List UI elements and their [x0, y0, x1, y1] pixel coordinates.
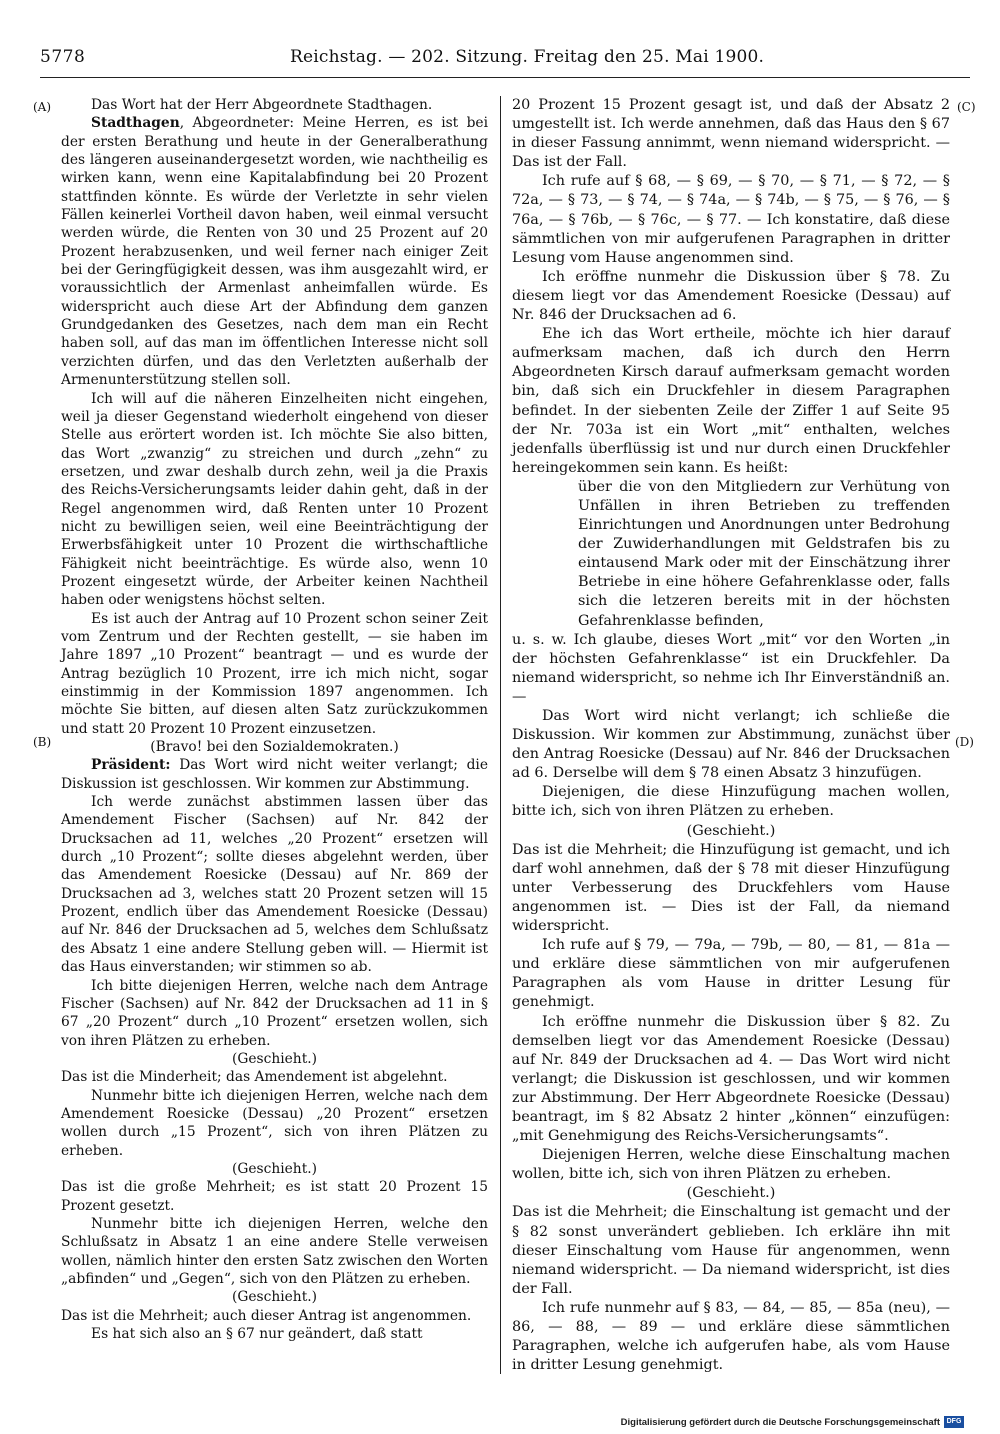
paragraph — [512, 936, 950, 1012]
paragraph — [512, 841, 950, 936]
paragraph — [512, 1146, 950, 1184]
paragraph — [61, 977, 488, 1050]
paragraph — [61, 1068, 488, 1086]
paragraph-text: Es ist auch der Antrag auf 10 Prozent schon seiner Zeit vom Zentrum und der Rechten gestellt, — sie haben im Jahre 1897 „10 Prozent“ beantragt — und es wurde der Antrag bezüglich 10 Prozent, irre ich mich nicht, sogar einstimmig in der Kommission 1897 angenommen. Ich möchte Sie bitten, auf diesen alten Satz zurückzukommen und statt 20 Prozent 10 Prozent einzusetzen. — [61, 610, 488, 737]
paragraph — [61, 1178, 488, 1215]
paragraph — [512, 172, 950, 267]
paragraph-text: (Geschieht.) — [231, 1050, 318, 1067]
paragraph — [61, 1288, 488, 1306]
paragraph-text: Ich rufe auf § 79, — 79a, — 79b, — 80, — 81, — 81a — und erkläre diese sämmtlichen von mir aufgerufenen Paragraphen als vom Hause in dritter Lesung für genehmigt. — [512, 937, 950, 1011]
paragraph-text: 20 Prozent 15 Prozent gesagt ist, und daß der Absatz 2 umgestellt ist. Ich werde annehmen, daß das Haus den § 67 in dieser Fassung annimmt, wenn niemand widerspricht. — Das ist der Fall. — [512, 97, 950, 171]
paragraph-text: (Geschieht.) — [231, 1289, 318, 1306]
paragraph-text: Ich will auf die näheren Einzelheiten nicht eingehen, weil ja dieser Gegenstand wiederholt eingehend von dieser Stelle aus erörtert worden ist. Ich möchte Sie also bitten, das Wort „zwanzig“ zu streichen und durch „zehn“ zu ersetzen, und zwar deshalb durch zehn, weil ja die Praxis des Reichs-Versicherungsamts leider dahin geht, daß in der Regel angenommen wird, daß Renten unter 10 Prozent nicht zu bewilligen seien, weil eine Beeinträchtigung der Erwerbsfähigkeit unter 10 Prozent die wirthschaftliche Fähigkeit nicht beeinträchtige. Es würde also, wenn 10 Prozent eingesetzt würde, der Arbeiter keinen Nachtheil haben oder wenigstens höchst selten. — [61, 390, 488, 609]
margin-mark-b: (B) — [33, 735, 52, 749]
paragraph-text: Das ist die Mehrheit; die Hinzufügung ist gemacht, und ich darf wohl annehmen, daß der § 78 mit dieser Hinzufügung unter Verbesserung des Druckfehlers vom Hause angenommen ist. — Dies ist der Fall, da niemand widerspricht. — [512, 841, 950, 935]
footer-text: Digitalisierung gefördert durch die Deutsche Forschungsgemeinschaft — [620, 1416, 940, 1428]
paragraph — [512, 268, 950, 325]
paragraph — [512, 1013, 950, 1147]
paragraph-text: Das Wort wird nicht weiter verlangt; die Diskussion ist geschlossen. Wir kommen zur Abstimmung. — [61, 757, 488, 792]
paragraph-text: (Geschieht.) — [686, 1185, 776, 1202]
paragraph — [512, 707, 950, 783]
margin-mark-a: (A) — [33, 100, 52, 114]
paragraph-text: Ich eröffne nunmehr die Diskussion über § 78. Zu diesem liegt vor das Amendement Roesicke (Dessau) auf Nr. 846 der Drucksachen ad 6. — [512, 268, 950, 324]
paragraph-text: Es hat sich also an § 67 nur geändert, daß statt — [91, 1326, 423, 1343]
paragraph-text: Nunmehr bitte ich diejenigen Herren, welche den Schlußsatz in Absatz 1 an eine andere Stelle verweisen wollen, nämlich hinter den ersten Satz zwischen den Worten „abfinden“ und „Gegen“, sich von den Plätzen zu erheben. — [61, 1215, 488, 1287]
margin-mark-d: (D) — [955, 735, 974, 749]
speaker-name: Präsident: — [91, 757, 171, 774]
paragraph — [61, 793, 488, 976]
paragraph — [61, 756, 488, 793]
paragraph — [512, 96, 950, 172]
paragraph-text: , Abgeordneter: Meine Herren, es ist bei der ersten Berathung und heute in der Generalberathung des längeren auseinandergesetzt worden, wie nachtheilig es wirken kann, wenn eine Kapitalabfindung bei 20 Prozent stattfinden könnte. Es würde der Verletzte in sehr vielen Fällen keinerlei Vortheil davon haben, weil einmal versucht werden würde, die Renten von 30 und 25 Prozent auf 20 Prozent herabzusenken, und weil ferner nach einiger Zeit bei der Geringfügigkeit dessen, was ihm ausgezahlt wird, er voraussichtlich der Armenlast anheimfallen würde. Es widerspricht auch diese Art der Abfindung dem ganzen Grundgedanken des Gesetzes, nach dem man ein Recht haben soll, auf das man im öffentlichen Interesse nicht soll verzichten dürfen, und das den Verletzten außerhalb der Armenunterstützung stellen soll. — [61, 115, 488, 389]
paragraph-text: Ich rufe nunmehr auf § 83, — 84, — 85, — 85a (neu), — 86, — 88, — 89 — und erkläre diese sämmtlichen Paragraphen, welche ich aufgerufen habe, als vom Hause in dritter Lesung genehmigt. — [512, 1299, 950, 1374]
column-divider — [500, 96, 501, 1374]
paragraph — [61, 738, 488, 756]
header-title: Reichstag. — 202. Sitzung. Freitag den 25. Mai 1900. — [290, 47, 765, 67]
paragraph — [512, 1299, 950, 1375]
paragraph — [512, 822, 950, 841]
paragraph-text: Das Wort hat der Herr Abgeordnete Stadthagen. — [91, 97, 433, 113]
paragraph-text: Nunmehr bitte ich diejenigen Herren, welche nach dem Amendement Roesicke (Dessau) „20 Prozent“ ersetzen wollen durch „15 Prozent“, sich von ihren Plätzen zu erheben. — [61, 1087, 488, 1159]
paragraph-text: Ich rufe auf § 68, — § 69, — § 70, — § 71, — § 72, — § 72a, — § 73, — § 74, — § 74a, — § 74b, — § 75, — § 76, — § 76a, — § 76b, — § 76c, — § 77. — Ich konstatire, daß diese sämmtlichen von mir aufgerufenen Paragraphen in dritter Lesung vom Hause angenommen sind. — [512, 173, 950, 266]
speaker-name: Stadthagen — [91, 115, 180, 132]
page-header — [40, 47, 970, 73]
paragraph — [512, 325, 950, 478]
paragraph — [61, 1087, 488, 1160]
paragraph-text: (Geschieht.) — [686, 822, 776, 839]
paragraph-text: Ich bitte diejenigen Herren, welche nach dem Antrage Fischer (Sachsen) auf Nr. 842 der Drucksachen ad 11 in § 67 „20 Prozent“ durch „10 Prozent“ ersetzen wollen, sich von ihren Plätzen zu erheben. — [61, 977, 488, 1049]
paragraph-text: (Geschieht.) — [231, 1160, 318, 1177]
paragraph-text: Ehe ich das Wort ertheile, möchte ich hier darauf aufmerksam machen, daß ich durch den Herrn Abgeordneten Kirsch darauf aufmerksam gemacht worden bin, daß sich ein Druckfehler in diesem Paragraphen befindet. In der siebenten Zeile der Ziffer 1 auf Seite 95 der Nr. 703a ist ein Wort „mit“ enthalten, welches jedenfalls überflüssig ist und nur durch einen Druckfehler hereingekommen sein kann. Es heißt: — [512, 326, 950, 476]
paragraph-text: u. s. w. Ich glaube, dieses Wort „mit“ vor den Worten „in der höchsten Gefahrenklasse“ ist ein Druckfehler. Da niemand widerspricht, so nehme ich Ihr Einverständniß an. — — [512, 631, 950, 705]
paragraph-text: (Bravo! bei den Sozialdemokraten.) — [150, 739, 399, 756]
page-number: 5778 — [40, 47, 86, 67]
paragraph — [61, 610, 488, 738]
paragraph-text: Das ist die Mehrheit; die Einschaltung ist gemacht und der § 82 sonst unverändert geblieben. Ich erkläre ihn mit dieser Einschaltung vom Hause für angenommen, wenn niemand widerspricht. — Da niemand widerspricht, ist dies der Fall. — [512, 1204, 950, 1297]
paragraph — [61, 390, 488, 610]
paragraph-text: Ich werde zunächst abstimmen lassen über das Amendement Fischer (Sachsen) auf Nr. 842 der Drucksachen ad 11, welches „20 Prozent“ ersetzen will durch „10 Prozent“; sollte dieses abgelehnt werden, über das Amendement Roesicke (Dessau) auf Nr. 869 der Drucksachen ad 3, welches statt 20 Prozent setzen will 15 Prozent, endlich über das Amendement Roesicke (Dessau) auf Nr. 846 der Drucksachen ad 5, welches dem Schlußsatz des Absatz 1 eine andere Stellung geben will. — Hiermit ist das Haus einverstanden; wir stimmen so ab. — [61, 794, 488, 976]
paragraph — [512, 631, 950, 707]
paragraph — [61, 1325, 488, 1343]
paragraph — [578, 478, 950, 631]
paragraph — [512, 783, 950, 821]
paragraph — [61, 114, 488, 389]
paragraph — [61, 1307, 488, 1325]
left-column — [61, 96, 488, 1343]
header-rule — [40, 77, 970, 78]
paragraph — [61, 1050, 488, 1068]
paragraph — [61, 1160, 488, 1178]
paragraph-text: Das ist die große Mehrheit; es ist statt 20 Prozent 15 Prozent gesetzt. — [61, 1179, 488, 1214]
paragraph — [61, 1215, 488, 1288]
paragraph-text: Das Wort wird nicht verlangt; ich schließe die Diskussion. Wir kommen zur Abstimmung, zunächst über den Antrag Roesicke (Dessau) auf Nr. 846 der Drucksachen ad 6. Derselbe will dem § 78 einen Absatz 3 hinzufügen. — [512, 708, 950, 782]
margin-mark-c: (C) — [957, 100, 976, 114]
paragraph — [61, 96, 488, 114]
paragraph-text: Das ist die Mehrheit; auch dieser Antrag ist angenommen. — [61, 1307, 472, 1324]
dfg-logo: DFG — [944, 1416, 964, 1428]
footer — [621, 1415, 964, 1429]
paragraph-text: Diejenigen Herren, welche diese Einschaltung machen wollen, bitte ich, sich von ihren Plätzen zu erheben. — [512, 1147, 950, 1183]
paragraph-text: Das ist die Minderheit; das Amendement ist abgelehnt. — [61, 1069, 448, 1086]
paragraph-text: über die von den Mitgliedern zur Verhütung von Unfällen in ihren Betrieben zu treffenden Einrichtungen und Anordnungen unter Bedrohung der Zuwiderhandlungen mit Geldstrafen bis zu eintausend Mark oder mit der Einschätzung ihrer Betriebe in eine höhere Gefahrenklasse oder, falls sich die letzeren bereits mit in der höchsten Gefahrenklasse befinden, — [578, 478, 950, 629]
paragraph-text: Diejenigen, die diese Hinzufügung machen wollen, bitte ich, sich von ihren Plätzen zu erheben. — [512, 784, 950, 820]
right-column — [512, 96, 950, 1375]
paragraph-text: Ich eröffne nunmehr die Diskussion über § 82. Zu demselben liegt vor das Amendement Roesicke (Dessau) auf Nr. 849 der Drucksachen ad 4. — Das Wort wird nicht verlangt; die Diskussion ist geschlossen, und wir kommen zur Abstimmung. Der Herr Abgeordnete Roesicke (Dessau) beantragt, im § 82 Absatz 2 hinter „können“ einzufügen: „mit Genehmigung des Reichs-Versicherungsamts“. — [512, 1013, 950, 1145]
paragraph — [512, 1184, 950, 1203]
paragraph — [512, 1203, 950, 1298]
